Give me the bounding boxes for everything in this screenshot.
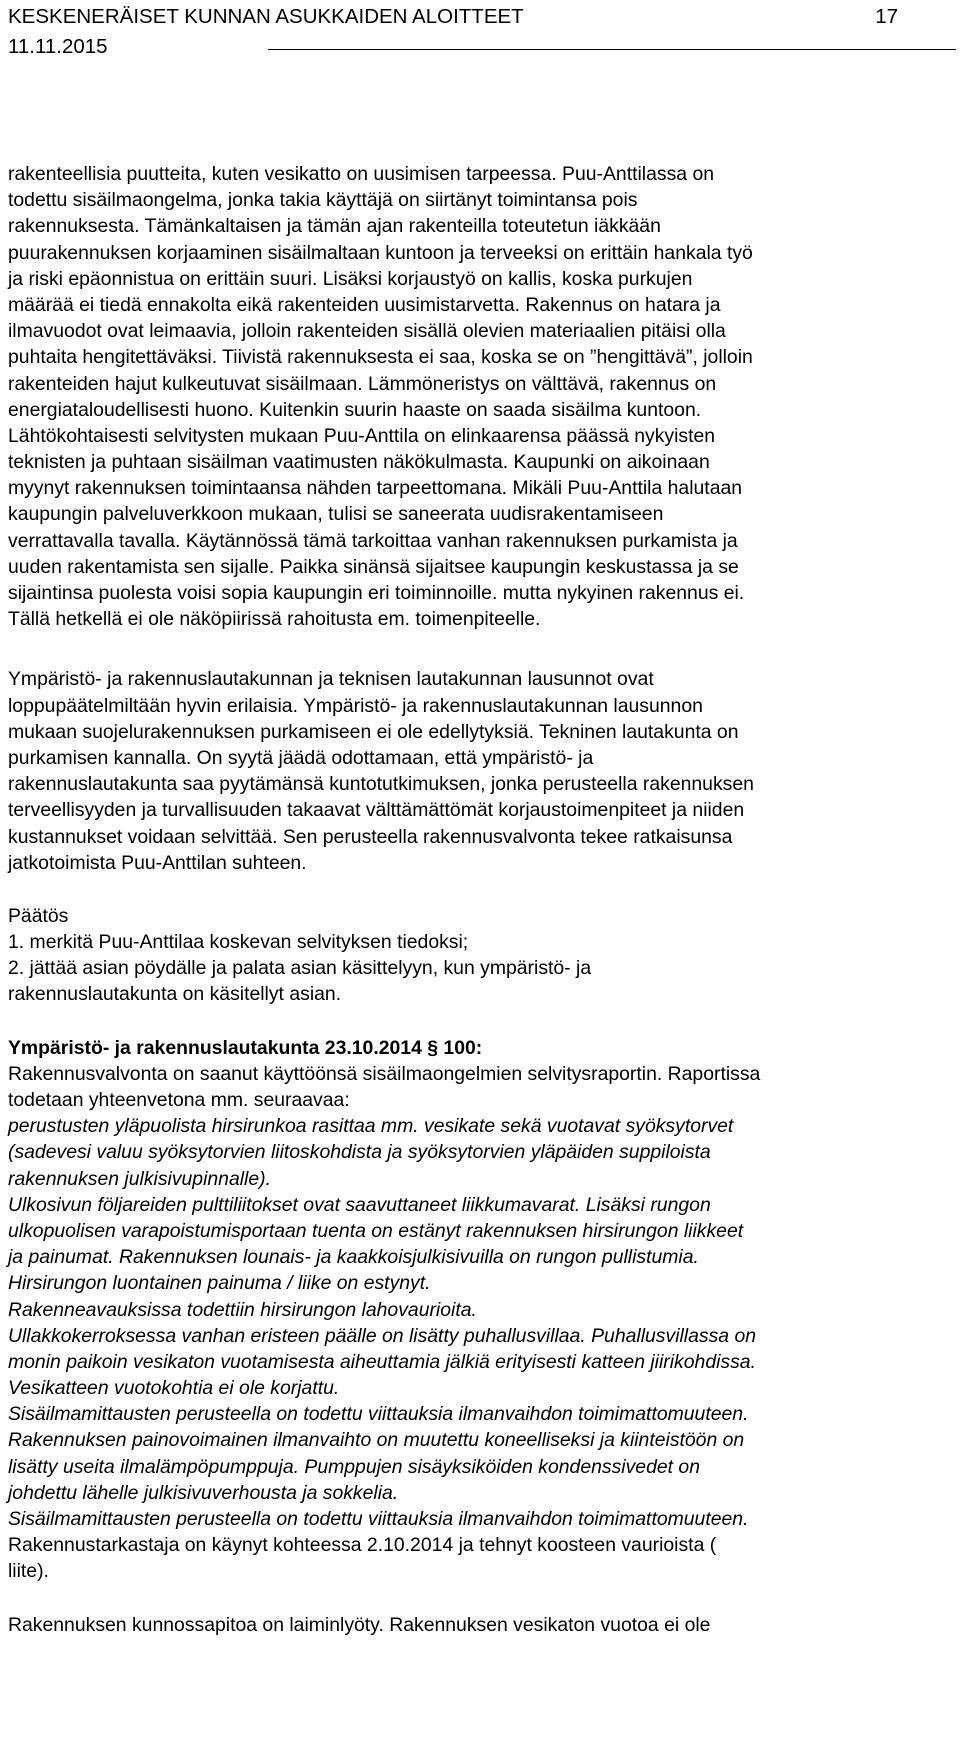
text-line: uuden rakentamista sen sijalle. Paikka sinänsä sijaitsee kaupungin keskustassa ja se bbox=[8, 555, 739, 578]
finding-line: Ullakkokerroksessa vanhan eristeen päälle on lisätty puhallusvillaa. Puhallusvillassa on bbox=[8, 1324, 757, 1347]
text-line: verrattavalla tavalla. Käytännössä tämä tarkoittaa vanhan rakennuksen purkamista ja bbox=[8, 529, 738, 552]
text-line: todettu sisäilmaongelma, jonka takia käyttäjä on siirtänyt toimintansa pois bbox=[8, 189, 638, 212]
finding-line: Rakenneavauksissa todettiin hirsirungon lahovaurioita. bbox=[8, 1298, 477, 1321]
final-line: Rakennuksen kunnossapitoa on laiminlyöty. Rakennuksen vesikaton vuotoa ei ole bbox=[8, 1613, 711, 1636]
text-line: rakenteellisia puutteita, kuten vesikatto on uusimisen tarpeessa. Puu-Anttilassa on bbox=[8, 163, 715, 185]
text-line: Ympäristö- ja rakennuslautakunnan ja teknisen lautakunnan lausunnot ovat bbox=[8, 668, 654, 691]
finding-line: perustusten yläpuolista hirsirunkoa rasittaa mm. vesikate sekä vuotavat syöksytorvet bbox=[8, 1115, 734, 1138]
text-line: todetaan yhteenvetona mm. seuraavaa: bbox=[8, 1089, 350, 1111]
text-line: teknisten ja puhtaan sisäilman vaatimusten näkökulmasta. Kaupunki on aikoinaan bbox=[8, 451, 710, 474]
text-line: energiataloudellisesti huono. Kuitenkin suurin haaste on saada sisäilma kuntoon. bbox=[8, 398, 702, 421]
text-line: rakennuksesta. Tämänkaltaisen ja tämän ajan rakenteilla toteutetun iäkkään bbox=[8, 215, 661, 238]
finding-line: lisätty useita ilmalämpöpumppuja. Pumppujen sisäyksiköiden kondenssivedet on bbox=[8, 1455, 700, 1478]
finding-line: ulkopuolisen varapoistumisportaan tuenta on estänyt rakennuksen hirsirungon liikkeet bbox=[8, 1219, 744, 1242]
text-line: loppupäätelmiltään hyvin erilaisia. Ympäristö- ja rakennuslautakunnan lausunnon bbox=[8, 694, 703, 717]
section-ymparistolautakunta bbox=[8, 1035, 948, 1585]
text-line: rakennuslautakunta saa pyytämänsä kuntotutkimuksen, jonka perusteella rakennuksen bbox=[8, 773, 754, 796]
paragraph-purkaminen bbox=[8, 161, 948, 632]
finding-line: monin paikoin vesikaton vuotamisesta aiheuttamia jälkiä erityisesti katteen jiirikohdissa. bbox=[8, 1350, 756, 1373]
text-line: sijaintinsa puolesta voisi sopia kaupungin eri toiminnoille. mutta nykyinen rakennus ei. bbox=[8, 582, 745, 604]
header-date-row bbox=[8, 32, 928, 62]
finding-line: Vesikatteen vuotokohtia ei ole korjattu. bbox=[8, 1377, 340, 1400]
page-number: 17 bbox=[875, 5, 898, 28]
text-line: mukaan suojelurakennuksen purkamiseen ei ole edellytyksiä. Tekninen lautakunta on bbox=[8, 720, 739, 743]
header-rule bbox=[268, 49, 956, 50]
section-heading: Ympäristö- ja rakennuslautakunta 23.10.2014 § 100: bbox=[8, 1036, 483, 1059]
finding-line: Rakennuksen painovoimainen ilmanvaihto on muutettu koneelliseksi ja kiinteistöön on bbox=[8, 1429, 745, 1452]
decision-block bbox=[8, 903, 948, 1008]
finding-line: johdettu lähelle julkisivuverhousta ja sokkelia. bbox=[8, 1481, 399, 1504]
text-line: Tällä hetkellä ei ole näköpiirissä rahoitusta em. toimenpiteelle. bbox=[8, 608, 541, 631]
text-line: Rakennusvalvonta on saanut käyttöönsä sisäilmaongelmien selvitysraportin. Raportissa bbox=[8, 1062, 761, 1085]
finding-line: Sisäilmamittausten perusteella on todettu viittauksia ilmanvaihdon toimimattomuuteen. bbox=[8, 1403, 749, 1426]
text-line: purkamisen kannalla. On syytä jäädä odottamaan, että ympäristö- ja bbox=[8, 746, 594, 769]
text-line: ja riski epäonnistua on erittäin suuri. Lisäksi korjaustyö on kallis, koska purkujen bbox=[8, 267, 693, 290]
header-title-row bbox=[8, 2, 928, 32]
text-line: myynyt rakennuksen toimintaansa nähden tarpeettomana. Mikäli Puu-Anttila halutaan bbox=[8, 477, 743, 500]
finding-line: ja painumat. Rakennuksen lounais- ja kaakkoisjulkisivuilla on rungon pullistumia. bbox=[8, 1246, 699, 1269]
finding-line: Ulkosivun följareiden pulttiliitokset ovat saavuttaneet liikkumavarat. Lisäksi rungon bbox=[8, 1193, 711, 1216]
finding-line: (sadevesi valuu syöksytorvien liitoskohdista ja syöksytorvien yläpäiden suppiloista bbox=[8, 1141, 711, 1164]
paragraph-lausunnot bbox=[8, 666, 948, 876]
text-line: ilmavuodot ovat leimaavia, jolloin rakenteiden sisällä olevien materiaalien pitäisi olla bbox=[8, 320, 726, 343]
document-title: KESKENERÄISET KUNNAN ASUKKAIDEN ALOITTEET bbox=[8, 5, 524, 28]
decision-item: 1. merkitä Puu-Anttilaa koskevan selvityksen tiedoksi; bbox=[8, 931, 469, 954]
decision-item: 2. jättää asian pöydälle ja palata asian käsittelyyn, kun ympäristö- ja bbox=[8, 957, 592, 980]
document-date: 11.11.2015 bbox=[8, 35, 108, 58]
text-line: terveellisyyden ja turvallisuuden takaavat välttämättömät korjaustoimenpiteet ja niiden bbox=[8, 799, 745, 822]
decision-item: rakennuslautakunta on käsitellyt asian. bbox=[8, 983, 342, 1006]
finding-line: Sisäilmamittausten perusteella on todettu viittauksia ilmanvaihdon toimimattomuuteen. bbox=[8, 1508, 749, 1530]
text-line: liite). bbox=[8, 1560, 49, 1583]
text-line: jatkotoimista Puu-Anttilan suhteen. bbox=[8, 851, 307, 874]
text-line: kustannukset voidaan selvittää. Sen perusteella rakennusvalvonta tekee ratkaisunsa bbox=[8, 825, 733, 848]
text-line: määrää ei tiedä ennakolta eikä rakenteiden uusimistarvetta. Rakennus on hatara ja bbox=[8, 293, 721, 316]
page-header bbox=[8, 2, 928, 62]
text-line: kaupungin palveluverkkoon mukaan, tulisi se saneerata uudisrakentamiseen bbox=[8, 503, 664, 526]
text-line: Lähtökohtaisesti selvitysten mukaan Puu-Anttila on elinkaarensa päässä nykyisten bbox=[8, 424, 716, 447]
document-body bbox=[8, 161, 948, 1638]
text-line: Rakennustarkastaja on käynyt kohteessa 2.10.2014 ja tehnyt koosteen vaurioista ( bbox=[8, 1534, 717, 1557]
text-line: puhtaita hengitettäväksi. Tiivistä rakennuksesta ei saa, koska se on ”hengittävä”, jolloin bbox=[8, 346, 753, 369]
finding-line: Hirsirungon luontainen painuma / liike on estynyt. bbox=[8, 1272, 431, 1295]
text-line: puurakennuksen korjaaminen sisäilmaltaan kuntoon ja terveeksi on erittäin hankala työ bbox=[8, 241, 753, 264]
finding-line: rakennuksen julkisivupinnalle). bbox=[8, 1167, 271, 1190]
text-line: rakenteiden hajut kulkeutuvat sisäilmaan. Lämmöneristys on välttävä, rakennus on bbox=[8, 372, 717, 395]
decision-heading: Päätös bbox=[8, 904, 69, 927]
